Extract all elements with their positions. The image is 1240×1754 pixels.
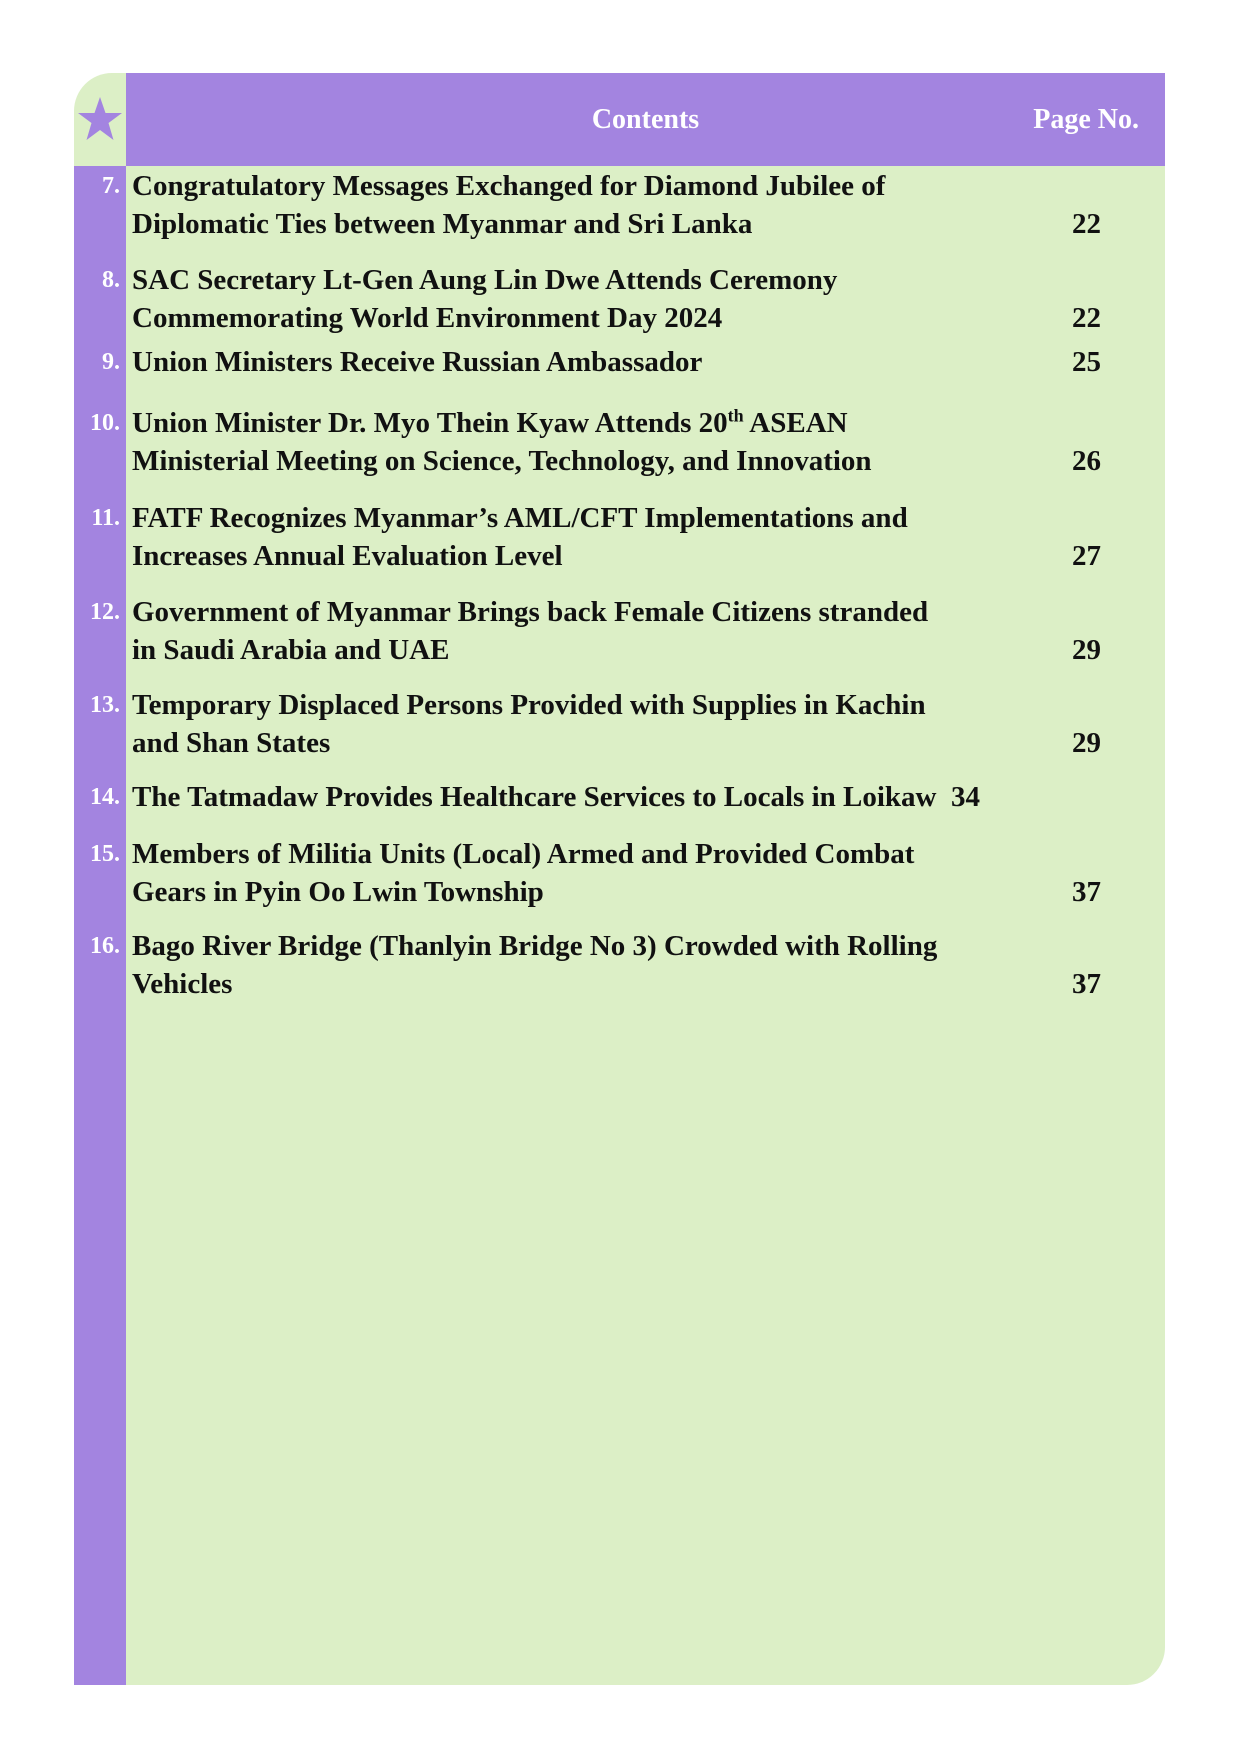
entry-title-line2: Vehicles <box>132 968 233 1000</box>
toc-entry-16[interactable] <box>74 927 1165 1007</box>
entry-page-number: 22 <box>1072 302 1101 334</box>
entry-title-line1: Congratulatory Messages Exchanged for Diamond Jubilee of <box>132 170 886 202</box>
entry-number: 7. <box>102 173 120 199</box>
entry-title-line2: Diplomatic Ties between Myanmar and Sri Lanka <box>132 208 753 240</box>
toc-entry-9[interactable] <box>74 343 1165 383</box>
entry-title-line2: in Saudi Arabia and UAE <box>132 634 450 666</box>
entry-title-line1: The Tatmadaw Provides Healthcare Services to Locals in Loikaw 34 <box>132 781 980 813</box>
contents-title: Contents <box>591 103 700 135</box>
entry-page-number: 26 <box>1072 445 1101 477</box>
entry-title-line2: Increases Annual Evaluation Level <box>132 540 563 572</box>
entry-page-number: 29 <box>1072 634 1101 666</box>
entry-number: 11. <box>91 505 120 531</box>
toc-entry-10[interactable] <box>74 404 1165 484</box>
toc-entry-14[interactable] <box>74 778 1165 818</box>
entry-page-number: 37 <box>1072 876 1101 908</box>
entry-page-number: 22 <box>1072 208 1101 240</box>
entry-title-line2: Gears in Pyin Oo Lwin Township <box>132 876 544 908</box>
entry-title-line1: SAC Secretary Lt-Gen Aung Lin Dwe Attends Ceremony <box>132 264 838 296</box>
entry-number: 10. <box>90 410 120 436</box>
contents-panel <box>74 73 1165 1685</box>
entry-title-line1: Union Ministers Receive Russian Ambassador <box>132 346 703 378</box>
toc-entry-12[interactable] <box>74 593 1165 673</box>
toc-entry-13[interactable] <box>74 686 1165 766</box>
entry-title-line1 <box>132 404 1045 442</box>
star-icon <box>74 73 126 166</box>
entry-title-line2: Commemorating World Environment Day 2024 <box>132 302 723 334</box>
page-no-label: Page No. <box>1033 103 1139 135</box>
entry-title-line1-pre: Union Minister Dr. Myo Thein Kyaw Attends 20 <box>132 407 728 439</box>
entry-title-line1: Members of Militia Units (Local) Armed and Provided Combat <box>132 838 915 870</box>
contents-header <box>126 73 1165 166</box>
entry-number: 16. <box>90 933 120 959</box>
toc-entry-8[interactable] <box>74 261 1165 341</box>
toc-entry-15[interactable] <box>74 835 1165 915</box>
entry-title-line1: Temporary Displaced Persons Provided with Supplies in Kachin <box>132 689 926 721</box>
entry-page-number: 29 <box>1072 727 1101 759</box>
entry-title-line1-post: ASEAN <box>743 407 848 439</box>
entry-title-line1: Bago River Bridge (Thanlyin Bridge No 3) Crowded with Rolling <box>132 930 938 962</box>
entry-number: 9. <box>102 349 120 375</box>
entry-number: 8. <box>102 267 120 293</box>
entry-number: 14. <box>90 784 120 810</box>
entry-title-line1: Government of Myanmar Brings back Female Citizens stranded <box>132 596 929 628</box>
entry-title-line2: and Shan States <box>132 727 331 759</box>
toc-entry-7[interactable] <box>74 167 1165 247</box>
entry-title-line2: Ministerial Meeting on Science, Technology, and Innovation <box>132 445 872 477</box>
entry-page-number: 37 <box>1072 968 1101 1000</box>
entry-number: 12. <box>90 599 120 625</box>
entry-page-number: 25 <box>1072 346 1101 378</box>
entry-title-line1: FATF Recognizes Myanmar’s AML/CFT Implementations and <box>132 502 908 534</box>
entry-number: 15. <box>90 841 120 867</box>
entry-page-number: 27 <box>1072 540 1101 572</box>
number-sidebar <box>74 166 126 1685</box>
entry-number: 13. <box>90 692 120 718</box>
ordinal-suffix: th <box>727 405 744 426</box>
toc-entry-11[interactable] <box>74 499 1165 579</box>
